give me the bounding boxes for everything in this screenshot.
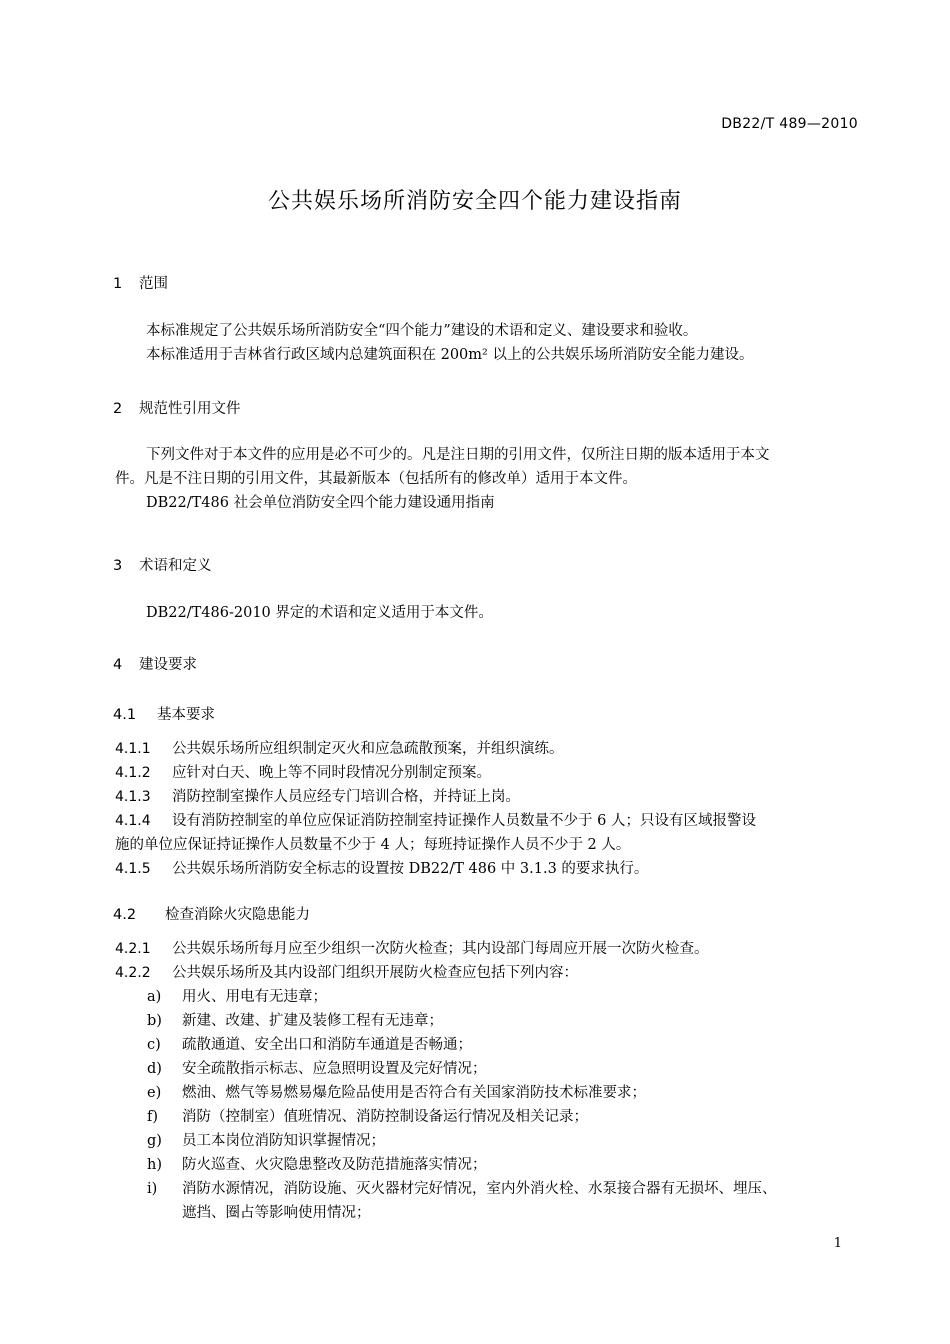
document-title: 公共娱乐场所消防安全四个能力建设指南 bbox=[267, 189, 682, 214]
section-title: 范围 bbox=[139, 276, 168, 292]
list-item-continuation bbox=[147, 1201, 862, 1225]
paragraph bbox=[115, 443, 860, 515]
list-marker: b) bbox=[147, 1013, 162, 1029]
normative-reference: DB22/T486 社会单位消防安全四个能力建设通用指南 bbox=[146, 495, 495, 511]
clause-number: 4.1.4 bbox=[115, 813, 151, 829]
list-item bbox=[147, 1177, 862, 1201]
clause-number: 4.2.2 bbox=[115, 965, 151, 981]
clause-number: 4.2.1 bbox=[115, 941, 151, 957]
section-heading-3 bbox=[113, 554, 212, 575]
clause-number: 4.1.2 bbox=[115, 765, 151, 781]
paragraph bbox=[115, 319, 860, 367]
clause-text: 公共娱乐场所及其内设部门组织开展防火检查应包括下列内容： bbox=[172, 965, 578, 981]
subsection-number: 4.2 bbox=[113, 907, 137, 923]
section-number: 4 bbox=[113, 657, 123, 673]
section-number: 1 bbox=[113, 276, 123, 292]
paragraph-line: DB22/T486-2010 界定的术语和定义适用于本文件。 bbox=[146, 605, 493, 621]
clause-text: 公共娱乐场所应组织制定灭火和应急疏散预案，并组织演练。 bbox=[172, 741, 564, 757]
list-marker: h) bbox=[147, 1157, 162, 1173]
section-heading-1 bbox=[113, 272, 168, 293]
clause-text: 公共娱乐场所消防安全标志的设置按 DB22/T 486 中 3.1.3 的要求执行。 bbox=[172, 861, 649, 877]
subsection-number: 4.1 bbox=[113, 707, 137, 723]
list-text: 新建、改建、扩建及装修工程有无违章； bbox=[182, 1013, 443, 1029]
clause-list bbox=[115, 937, 860, 985]
clause bbox=[115, 785, 860, 809]
list-marker: e) bbox=[147, 1085, 162, 1101]
list-text: 防火巡查、火灾隐患整改及防范措施落实情况； bbox=[182, 1157, 487, 1173]
clause-text: 应针对白天、晚上等不同时段情况分别制定预案。 bbox=[172, 765, 491, 781]
list-text: 消防（控制室）值班情况、消防控制设备运行情况及相关记录； bbox=[182, 1109, 588, 1125]
list-marker: d) bbox=[147, 1061, 162, 1077]
section-title: 规范性引用文件 bbox=[139, 401, 241, 417]
clause bbox=[115, 809, 860, 833]
paragraph bbox=[115, 601, 860, 625]
clause-number: 4.1.3 bbox=[115, 789, 151, 805]
subsection-title: 基本要求 bbox=[157, 707, 215, 723]
list-text: 安全疏散指示标志、应急照明设置及完好情况； bbox=[182, 1061, 487, 1077]
subsection-heading-4-1 bbox=[113, 703, 215, 724]
paragraph-line: 本标准适用于吉林省行政区域内总建筑面积在 200m² 以上的公共娱乐场所消防安全能力建设。 bbox=[146, 347, 754, 363]
list-marker: i) bbox=[147, 1181, 158, 1197]
list-item bbox=[147, 1153, 862, 1177]
list-item bbox=[147, 1009, 862, 1033]
clause-text: 消防控制室操作人员应经专门培训合格，并持证上岗。 bbox=[172, 789, 520, 805]
section-title: 术语和定义 bbox=[139, 558, 212, 574]
list-marker: c) bbox=[147, 1037, 161, 1053]
clause-continuation: 施的单位应保证持证操作人员数量不少于 4 人；每班持证操作人员不少于 2 人。 bbox=[115, 837, 631, 853]
paragraph-line: 本标准规定了公共娱乐场所消防安全“四个能力”建设的术语和定义、建设要求和验收。 bbox=[146, 323, 698, 339]
list-text: 遮挡、圈占等影响使用情况； bbox=[182, 1205, 371, 1221]
clause bbox=[115, 857, 860, 881]
clause-text: 设有消防控制室的单位应保证消防控制室持证操作人员数量不少于 6 人；只设有区域报警设 bbox=[172, 813, 756, 829]
list-marker: a) bbox=[147, 989, 162, 1005]
list-marker: f) bbox=[147, 1109, 159, 1125]
list-text: 燃油、燃气等易燃易爆危险品使用是否符合有关国家消防技术标准要求； bbox=[182, 1085, 646, 1101]
clause-number: 4.1.1 bbox=[115, 741, 151, 757]
section-heading-4 bbox=[113, 653, 197, 674]
clause-text: 公共娱乐场所每月应至少组织一次防火检查；其内设部门每周应开展一次防火检查。 bbox=[172, 941, 709, 957]
list-marker: g) bbox=[147, 1133, 162, 1149]
clause bbox=[115, 961, 860, 985]
paragraph-line: 下列文件对于本文件的应用是必不可少的。凡是注日期的引用文件，仅所注日期的版本适用于本文 bbox=[146, 447, 770, 463]
list-item bbox=[147, 1057, 862, 1081]
list-item bbox=[147, 1033, 862, 1057]
clause-number: 4.1.5 bbox=[115, 861, 151, 877]
page-number: 1 bbox=[833, 1236, 842, 1251]
subsection-title: 检查消除火灾隐患能力 bbox=[165, 907, 310, 923]
subsection-heading-4-2 bbox=[113, 903, 310, 924]
enumerated-list bbox=[147, 985, 862, 1225]
section-number: 3 bbox=[113, 558, 123, 574]
clause bbox=[115, 737, 860, 761]
list-item bbox=[147, 985, 862, 1009]
list-text: 用火、用电有无违章； bbox=[182, 989, 327, 1005]
clause bbox=[115, 937, 860, 961]
paragraph-line: 件。凡是不注日期的引用文件，其最新版本（包括所有的修改单）适用于本文件。 bbox=[115, 471, 637, 487]
standard-code: DB22/T 489—2010 bbox=[721, 116, 858, 132]
list-item bbox=[147, 1105, 862, 1129]
clause-list bbox=[115, 737, 860, 881]
list-text: 疏散通道、安全出口和消防车通道是否畅通； bbox=[182, 1037, 472, 1053]
list-item bbox=[147, 1129, 862, 1153]
list-text: 员工本岗位消防知识掌握情况； bbox=[182, 1133, 385, 1149]
list-text: 消防水源情况，消防设施、灭火器材完好情况，室内外消火栓、水泵接合器有无损坏、埋压、 bbox=[182, 1181, 777, 1197]
section-title: 建设要求 bbox=[139, 657, 197, 673]
list-item bbox=[147, 1081, 862, 1105]
clause bbox=[115, 761, 860, 785]
section-number: 2 bbox=[113, 401, 123, 417]
section-heading-2 bbox=[113, 397, 241, 418]
